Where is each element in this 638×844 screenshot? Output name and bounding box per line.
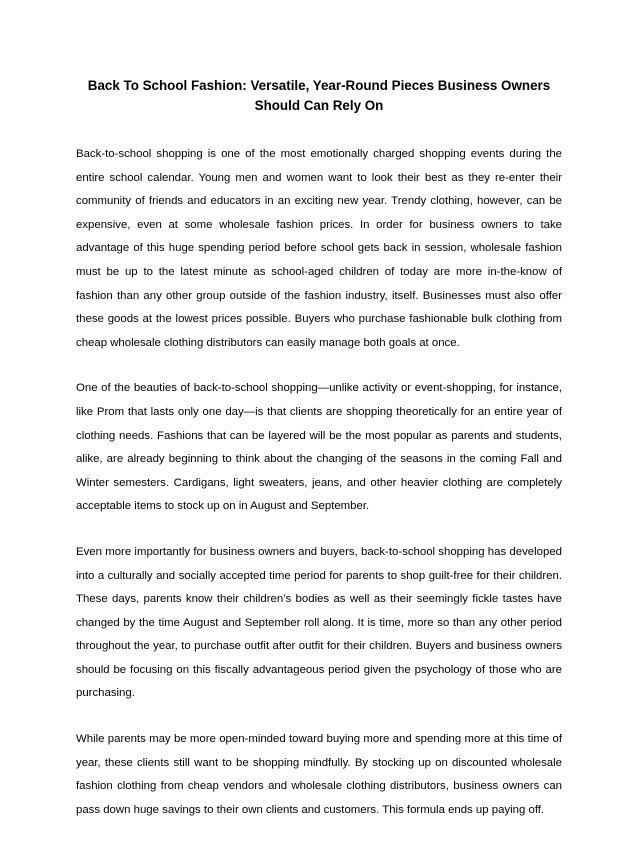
title-line-1: Back To School Fashion: Versatile, Year-Round Pieces Business Owners <box>87 78 551 93</box>
paragraph-1: Back-to-school shopping is one of the most emotionally charged shopping events during the entire school calendar. Young men and women want to look their best as they re-enter their community of friends and educators in an exciting new year. Trendy clothing, however, can be expensive, even at some wholesale fashion prices. In order for business owners to take advantage of this huge spending period before school gets back in session, wholesale fashion must be up to the latest minute as school-aged children of today are more in-the-know of fashion than any other group outside of the fashion industry, itself. Businesses must also offer these goods at the lowest prices possible. Buyers who purchase fashionable bulk clothing from cheap wholesale clothing distributors can easily manage both goals at once. <box>76 148 562 349</box>
document-body <box>76 143 562 844</box>
document-title <box>76 76 562 116</box>
paragraph-2: One of the beauties of back-to-school shopping—unlike activity or event-shopping, for instance, like Prom that lasts only one day—is that clients are shopping theoretically for an entire year of clothing needs. Fashions that can be layered will be the most popular as parents and students, alike, are already beginning to think about the changing of the seasons in the coming Fall and Winter semesters. Cardigans, light sweaters, jeans, and other heavier clothing are completely acceptable items to stock up on in August and September. <box>76 382 562 513</box>
title-line-2: Should Can Rely On <box>254 98 384 113</box>
paragraph-3: Even more importantly for business owners and buyers, back-to-school shopping has developed into a culturally and socially accepted time period for parents to shop guilt-free for their children. These days, parents know their children’s bodies as well as their seemingly fickle tastes have changed by the time August and September roll along. It is time, more so than any other period throughout the year, to purchase outfit after outfit for their children. Buyers and business owners should be focusing on this fiscally advantageous period given the psychology of those who are purchasing. <box>76 545 562 700</box>
paragraph-4: While parents may be more open-minded toward buying more and spending more at this time of year, these clients still want to be shopping mindfully. By stocking up on discounted wholesale fashion clothing from cheap vendors and wholesale clothing distributors, business owners can pass down huge savings to their own clients and customers. This formula ends up paying off. <box>76 733 562 816</box>
